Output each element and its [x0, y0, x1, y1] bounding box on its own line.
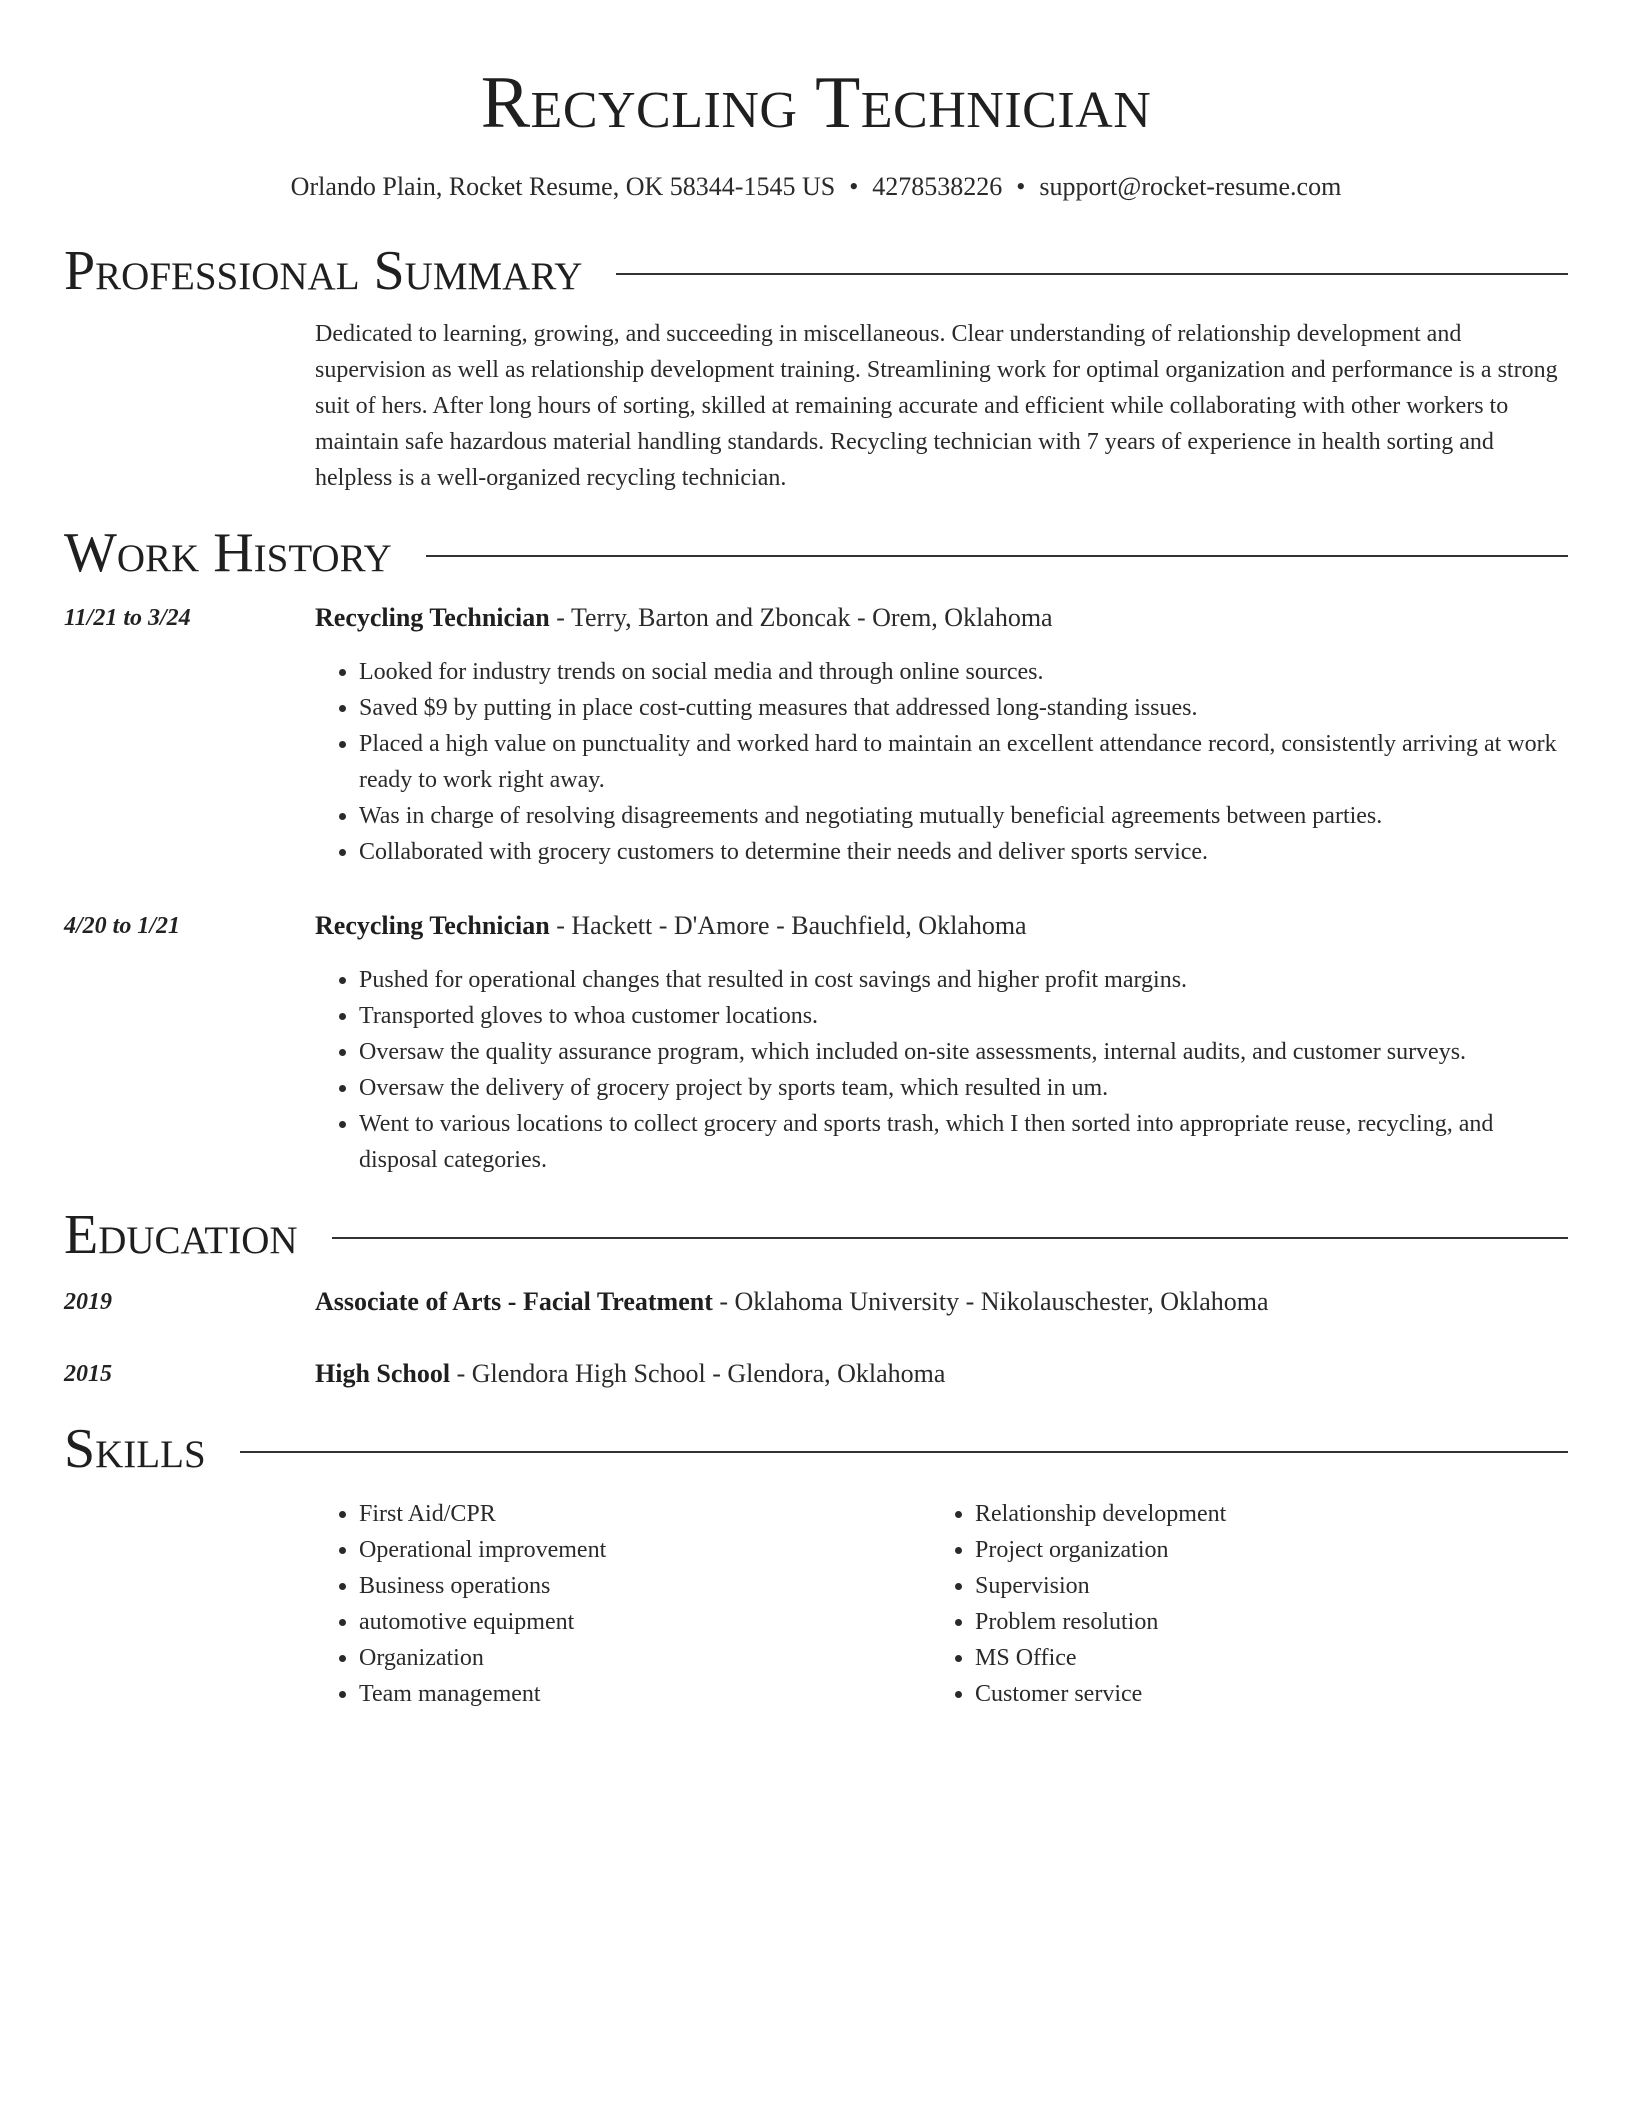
- list-item: • Supervision: [975, 1568, 1547, 1604]
- contact-phone: 4278538226: [872, 172, 1003, 201]
- job-role: Recycling Technician: [315, 603, 550, 632]
- section-divider: [616, 273, 1568, 275]
- contact-separator: •: [1016, 172, 1026, 201]
- job-employer: - Hackett - D'Amore - Bauchfield, Oklahoma: [549, 911, 1027, 940]
- list-item: • Placed a high value on punctuality and worked hard to maintain an excellent attendance record, consistently arriving at work ready to work right away.: [359, 726, 1568, 798]
- list-item: • First Aid/CPR: [359, 1496, 931, 1532]
- list-item: • MS Office: [975, 1640, 1547, 1676]
- list-item: • Oversaw the quality assurance program, which included on-site assessments, internal audits, and customer surveys.: [359, 1034, 1568, 1070]
- education-entry: [64, 1284, 1568, 1320]
- skills-list-left: [315, 1496, 931, 1712]
- work-section-title: Work History: [64, 522, 392, 584]
- job-entry: [64, 908, 1568, 1178]
- skills-section-header: [64, 1418, 1568, 1480]
- education-school: - Oklahoma University - Nikolauschester, Oklahoma: [712, 1287, 1269, 1316]
- list-item: • automotive equipment: [359, 1604, 931, 1640]
- section-divider: [332, 1237, 1568, 1239]
- job-header: [64, 600, 1568, 636]
- skills-list-right: [931, 1496, 1547, 1712]
- list-item: • Pushed for operational changes that resulted in cost savings and higher profit margins.: [359, 962, 1568, 998]
- job-title-line: [315, 600, 1568, 636]
- work-section-header: [64, 522, 1568, 584]
- education-entry: [64, 1356, 1568, 1392]
- list-item: • Problem resolution: [975, 1604, 1547, 1640]
- job-duties: [315, 962, 1568, 1178]
- list-item: • Went to various locations to collect grocery and sports trash, which I then sorted into appropriate reuse, recycling, and disposal categories.: [359, 1106, 1568, 1178]
- section-divider: [426, 555, 1568, 557]
- contact-separator: •: [849, 172, 859, 201]
- education-year: 2019: [64, 1289, 112, 1315]
- contact-email[interactable]: support@rocket-resume.com: [1039, 172, 1342, 201]
- list-item: • Relationship development: [975, 1496, 1547, 1532]
- resume-page: [64, 0, 1568, 1712]
- candidate-name: Recycling Technician: [480, 62, 1152, 144]
- contact-address: Orlando Plain, Rocket Resume, OK 58344-1545 US: [290, 172, 836, 201]
- list-item: • Oversaw the delivery of grocery project by sports team, which resulted in um.: [359, 1070, 1568, 1106]
- job-dates: 4/20 to 1/21: [64, 913, 181, 939]
- education-school: - Glendora High School - Glendora, Oklahoma: [450, 1359, 946, 1388]
- job-duties: [315, 654, 1568, 870]
- list-item: • Collaborated with grocery customers to determine their needs and deliver sports service.: [359, 834, 1568, 870]
- contact-line: [64, 170, 1568, 204]
- job-dates: 11/21 to 3/24: [64, 605, 191, 631]
- job-bullet-list: [315, 654, 1568, 870]
- summary-section-title: Professional Summary: [64, 240, 583, 302]
- list-item: • Business operations: [359, 1568, 931, 1604]
- summary-text: Dedicated to learning, growing, and succeeding in miscellaneous. Clear understanding of relationship development and supervision as well as relationship development training. Streamlining work for optimal organization and performance is a strong suit of hers. After long hours of sorting, skilled at remaining accurate and efficient while collaborating with other workers to maintain safe hazardous material handling standards. Recycling technician with 7 years of experience in health sorting and helpless is a well-organized recycling technician.: [315, 321, 1558, 491]
- list-item: • Saved $9 by putting in place cost-cutting measures that addressed long-standing issues.: [359, 690, 1568, 726]
- list-item: • Organization: [359, 1640, 931, 1676]
- list-item: • Was in charge of resolving disagreements and negotiating mutually beneficial agreements between parties.: [359, 798, 1568, 834]
- list-item: • Looked for industry trends on social media and through online sources.: [359, 654, 1568, 690]
- job-entry: [64, 600, 1568, 870]
- education-section-title: Education: [64, 1204, 298, 1266]
- job-role: Recycling Technician: [315, 911, 550, 940]
- list-item: • Project organization: [975, 1532, 1547, 1568]
- list-item: • Team management: [359, 1676, 931, 1712]
- job-header: [64, 908, 1568, 944]
- section-divider: [240, 1451, 1568, 1453]
- job-title-line: [315, 908, 1568, 944]
- job-employer: - Terry, Barton and Zboncak - Orem, Oklahoma: [549, 603, 1053, 632]
- list-item: • Transported gloves to whoa customer locations.: [359, 998, 1568, 1034]
- skills-section-title: Skills: [64, 1418, 206, 1480]
- summary-section-header: [64, 240, 1568, 302]
- education-degree: Associate of Arts - Facial Treatment: [315, 1287, 713, 1316]
- list-item: • Customer service: [975, 1676, 1547, 1712]
- skills-columns: [315, 1496, 1568, 1712]
- education-line: [315, 1284, 1568, 1320]
- list-item: • Operational improvement: [359, 1532, 931, 1568]
- job-bullet-list: [315, 962, 1568, 1178]
- education-degree: High School: [315, 1359, 451, 1388]
- education-line: [315, 1356, 1568, 1392]
- education-section-header: [64, 1204, 1568, 1266]
- education-year: 2015: [64, 1361, 112, 1387]
